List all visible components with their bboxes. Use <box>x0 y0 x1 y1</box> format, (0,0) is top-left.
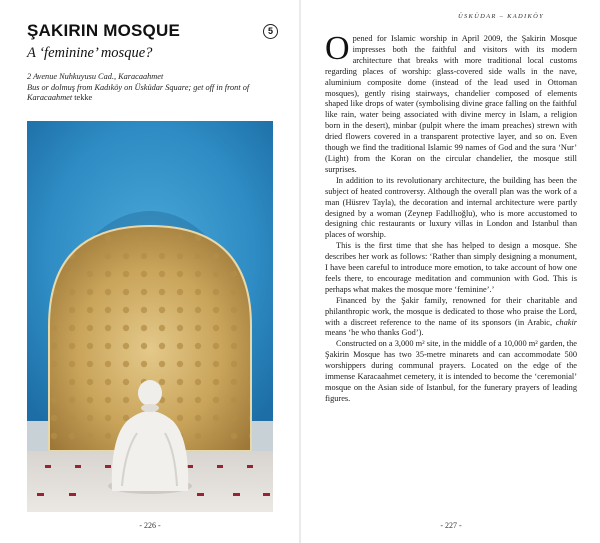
transport-end: tekke <box>74 93 93 102</box>
paragraph-4-term: chakir <box>555 317 578 327</box>
page-title: ŞAKIRIN MOSQUE <box>27 21 180 40</box>
right-page-number: - 227 - <box>440 521 462 530</box>
paragraph-4-end: means ‘he who thanks God’). <box>325 328 424 338</box>
entry-number-badge: 5 <box>263 24 278 39</box>
address-block <box>27 72 275 104</box>
paragraph-2: In addition to its revolutionary architecture, the building has been the subject of heated controversy. Although the overall plan was the work of a man (Hüsrev Tayla), the decoration and internal architecture were partly designed by a woman (Zeynep Fadıllıoğlu), who is more accustomed to designing chic restaurants or luxury villas in London and Istanbul than places of worship. <box>325 175 577 240</box>
title-row <box>27 21 277 43</box>
paragraph-4 <box>325 296 577 340</box>
left-page-number: - 226 - <box>139 521 161 530</box>
paragraph-1 <box>325 30 577 176</box>
transport-line <box>27 83 275 104</box>
address-line: 2 Avenue Nuhkuyusu Cad., Karacaahmet <box>27 72 164 81</box>
page-subtitle: A ‘feminine’ mosque? <box>27 45 153 61</box>
paragraph-3: This is the first time that she has helped to design a mosque. She describes her work as follows: ‘Rather than simply designing a monument, I have been careful to introduce more emotion, to take account of how one feels there, to encourage meditation and communion with God. This is perhaps what makes the mosque more ‘feminine’.’ <box>325 241 577 294</box>
mosque-interior-photo <box>27 121 273 512</box>
running-head: ÜSKÜDAR – KADIKÖY <box>457 13 545 20</box>
right-page <box>301 0 600 543</box>
paragraph-5: Constructed on a 3,000 m² site, in the middle of a 10,000 m² garden, the Şakirin Mosque has two 35-metre minarets and can accommodate 500 worshippers during communal prayers. Located on the edge of the immense Karacaahmet cemetery, it is intended to become the ‘ceremonial’ mosque on the Asian side of Istanbul, for the funerary prayers of leading figures. <box>325 339 577 403</box>
paragraph-1-text: pened for Islamic worship in April 2009, the Şakirin Mosque impresses both the faithful and visitors with its modern architecture that breaks with more traditional local customs regarding places of worship: glass-covered side walls in the nave, aluminium composite dome (instead of the lead used in Ottoman mosques), gently rising stairways, chandelier composed of elements shaped like drops of water (symbolising divine grace falling on the faithful like rain, water being associated with divine mercy in Islam, a religion born in the desert), minbar (pulpit where the imam preaches) strewn with dried flowers covered in a transparent protective layer, and so on. Even though we find the traditional Islamic 99 names of God and the sura ‘Nur’ (Light) from the Koran on the circular chandelier, the mosque still surprises. <box>325 34 577 174</box>
photo-illustration <box>27 121 273 512</box>
transport-text: Bus or dolmuş from Kadıköy on Üsküdar Square; get off in front of Karacaahmet <box>27 82 250 102</box>
article-body <box>325 30 578 405</box>
paragraph-4-start: Financed by the Şakir family, renowned for their charitable and philanthropic work, the mosque is dedicated to those who praise the Lord, with a discreet reference to the name of its sponsors (in Arabic, <box>325 295 577 327</box>
left-page <box>0 0 299 543</box>
drop-cap: O <box>325 30 350 67</box>
